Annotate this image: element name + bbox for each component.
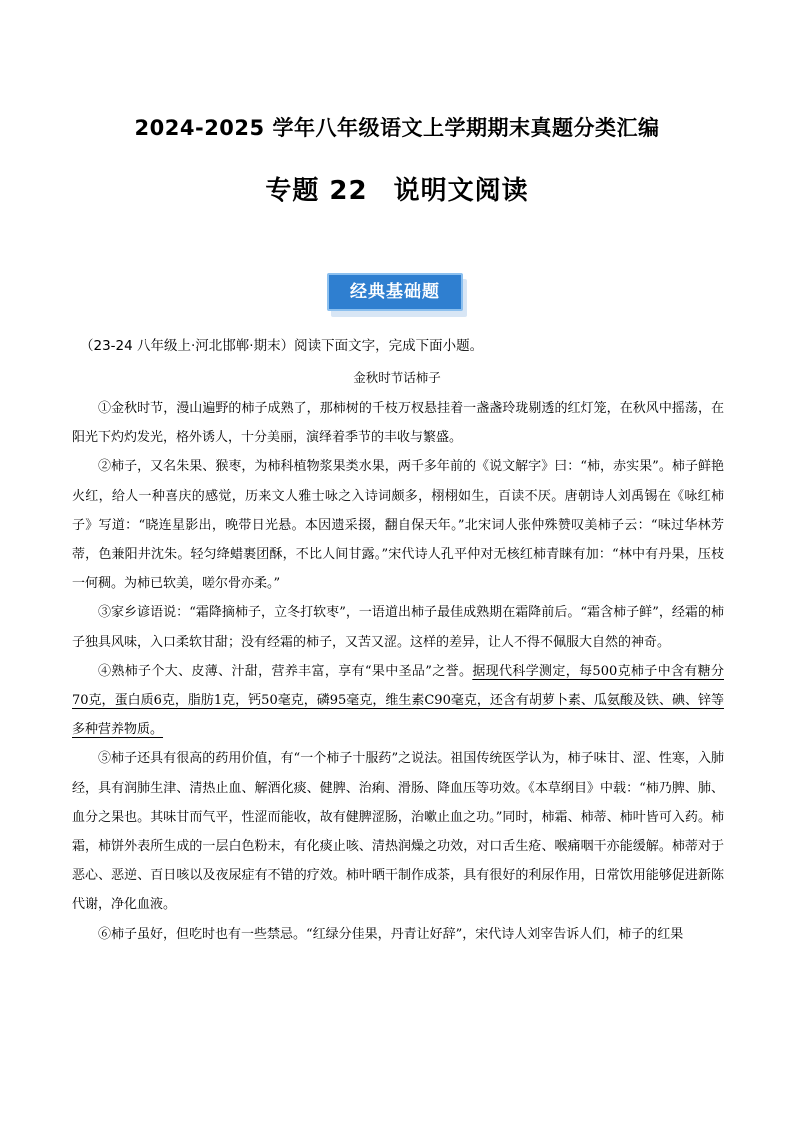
paragraph-4-plain: ④熟柿子个大、皮薄、汁甜，营养丰富，享有“果中圣品”之誉。: [98, 663, 473, 679]
badge-label: 经典基础题: [327, 273, 463, 311]
question-source: （23-24 八年级上·河北邯郸·期末）阅读下面文字，完成下面小题。: [80, 338, 484, 354]
paragraph-4: [72, 657, 724, 745]
paragraph-6: ⑥柿子虽好，但吃时也有一些禁忌。“红绿分佳果，丹青让好辞”，宋代诗人刘宰告诉人们，柿子的红果: [98, 926, 684, 942]
topic-name: 说明文阅读: [393, 176, 529, 206]
paragraph-4-underlined: 据现代科学测定，每500克柿子中含有糖分70克，蛋白质6克，脂肪1克，钙50毫克，磷95毫克，维生素C90毫克，还含有胡萝卜素、瓜氨酸及铁、碘、锌等多种营养物质。: [72, 663, 724, 738]
section-badge: [327, 273, 471, 319]
article-title: 金秋时节话柿子: [353, 370, 441, 385]
main-title: 2024-2025 学年八年级语文上学期期末真题分类汇编: [134, 116, 660, 140]
paragraph-1: ①金秋时节，漫山遍野的柿子成熟了，那柿树的千枝万杈悬挂着一盏盏玲珑剔透的红灯笼，在秋风中摇荡，在阳光下灼灼发光，格外诱人，十分美丽，演绎着季节的丰收与繁盛。: [72, 401, 724, 446]
paragraph-5: ⑤柿子还具有很高的药用价值，有“一个柿子十服药”之说法。祖国传统医学认为，柿子味甘、涩、性寒，入肺经，具有润肺生津、清热止血、解酒化痰、健脾、治痢、滑肠、降血压等功效。《本草纲目》中载：“柿乃脾、肺、血分之果也。其味甘而气平，性涩而能收，故有健脾涩肠，治嗽止血之功。”同时，柿霜、柿蒂、柿叶皆可入药。柿霜，柿饼外表所生成的一层白色粉末，有化痰止咳、清热润燥之功效，对口舌生疮、喉痛咽干亦能缓解。柿蒂对于恶心、恶逆、百日咳以及夜尿症有不错的疗效。柿叶晒干制作成茶，具有很好的利尿作用，日常饮用能够促进新陈代谢，净化血液。: [72, 751, 724, 913]
paragraph-3: ③家乡谚语说：“霜降摘柿子，立冬打软枣”，一语道出柿子最佳成熟期在霜降前后。“霜含柿子鲜”，经霜的柿子独具风味，入口柔软甘甜；没有经霜的柿子，又苦又涩。这样的差异，让人不得不佩服大自然的神奇。: [72, 605, 724, 650]
topic-title: [0, 170, 794, 207]
paragraph-2: ②柿子，又名朱果、猴枣，为柿科植物浆果类水果，两千多年前的《说文解字》曰：“柿，赤实果”。柿子鲜艳火红，给人一种喜庆的感觉，历来文人雅士咏之入诗词颇多，栩栩如生，百读不厌。唐朝诗人刘禹锡在《咏红柿子》写道：“晓连星影出，晚带日光悬。本因遗采掇，翻自保天年。”北宋词人张仲殊赞叹美柿子云：“味过华林芳蒂，色兼阳井沈朱。轻匀绛蜡裹团酥，不比人间甘露。”宋代诗人孔平仲对无核红柿青睐有加：“林中有丹果，压枝一何稠。为柿已软美，嗟尔骨亦柔。”: [72, 459, 724, 592]
article-body: [72, 394, 724, 949]
topic-label: 专题 22: [265, 176, 368, 206]
